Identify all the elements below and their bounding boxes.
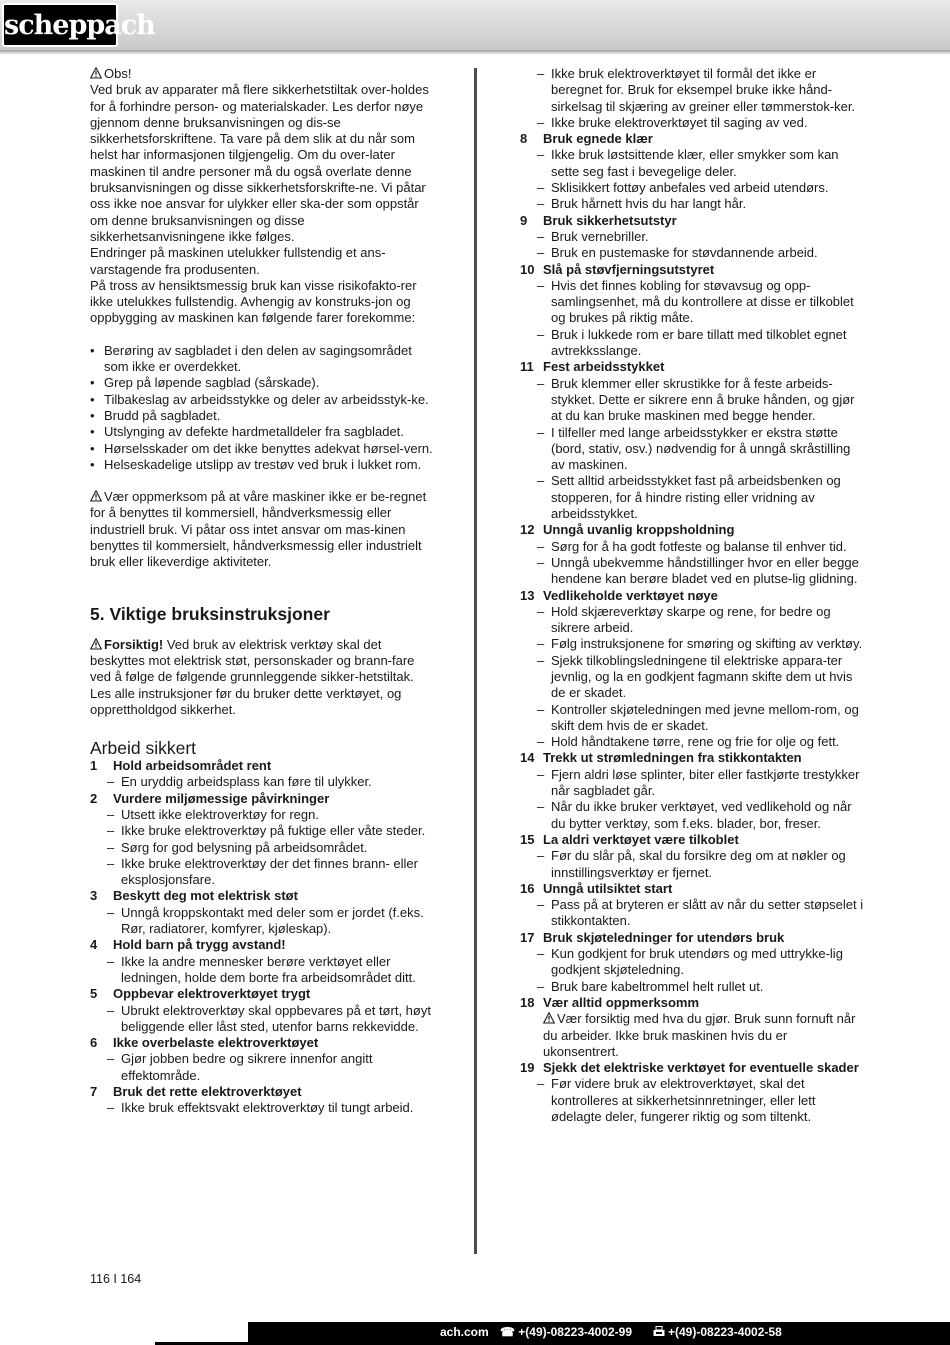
dash-marker: – <box>537 1076 545 1092</box>
sub-item <box>90 856 435 889</box>
sub-item-text: Sett alltid arbeidsstykket fast på arbeidsbenken og stopperen, for å hindre risting eller vridning av arbeidsstykket. <box>551 473 841 522</box>
sub-item-text: Hold håndtakene tørre, rene og frie for olje og fett. <box>551 734 840 750</box>
sub-item <box>520 555 865 588</box>
changes-paragraph: Endringer på maskinen utelukker fullstendig et ans-varstagende fra produsenten. <box>90 245 386 277</box>
sub-item-text: Ikke bruke elektroverktøy på fuktige eller våte steder. <box>121 823 426 839</box>
footer-white-block <box>155 1322 248 1342</box>
sub-item <box>520 66 865 115</box>
sub-item-text: Bruk klemmer eller skrustikke for å feste arbeids-stykket. Dette er sikrere enn å bruke hånden, og gjør at du kan bruke maskinen med begge hender. <box>551 375 855 424</box>
dash-marker: – <box>107 1100 115 1116</box>
sub-item <box>520 376 865 425</box>
warning-icon <box>90 67 102 79</box>
sub-item-text: Når du ikke bruker verktøyet, ved vedlikehold og når du bytter verktøy, som f.eks. blader, bor, freser. <box>551 799 852 831</box>
caution-paragraph <box>90 637 435 718</box>
instruction-title: Hold arbeidsområdet rent <box>113 758 272 774</box>
sub-item-text: Unngå ubekvemme håndstillinger hvor en eller begge hendene kan berøre bladet ved en plutse-lig glidning. <box>551 554 859 587</box>
sub-item-text: Følg instruksjonene for smøring og skifting av verktøy. <box>551 636 863 652</box>
instruction-number: 4 <box>90 937 98 953</box>
sub-item <box>520 147 865 180</box>
sub-item-text: Hold skjæreverktøy skarpe og rene, for bedre og sikrere arbeid. <box>551 603 831 636</box>
list-item: • Helseskadelige utslipp av trestøv ved bruk i lukket rom. <box>90 457 435 473</box>
hazard-list <box>90 343 435 473</box>
instruction-number: 8 <box>520 131 528 147</box>
warning-icon <box>90 490 102 502</box>
sub-item <box>520 734 865 750</box>
sub-item <box>520 115 865 131</box>
instruction-title: Bruk sikkerhetsutstyr <box>543 212 677 228</box>
sub-item <box>520 196 865 212</box>
sub-item-text: En uryddig arbeidsplass kan føre til ulykker. <box>121 774 372 790</box>
sub-item-text: Sørg for god belysning på arbeidsområdet. <box>121 839 368 855</box>
sub-item <box>520 653 865 702</box>
sub-item <box>520 278 865 327</box>
list-item: • Brudd på sagbladet. <box>90 408 435 424</box>
dash-marker: – <box>537 196 545 212</box>
page-header <box>0 0 950 50</box>
instruction-heading <box>520 1060 865 1076</box>
sub-item-text: Før videre bruk av elektroverktøyet, skal det kontrolleres at sikkerhetsinnretninger, eller lett ødelagte deler, fungerer riktig og som tiltenkt. <box>551 1076 816 1124</box>
dash-marker: – <box>537 848 545 864</box>
note-text: Vær forsiktig med hva du gjør. Bruk sunn fornuft når du arbeider. Ikke bruk maskinen hvis du er ukonsentrert. <box>543 1011 856 1059</box>
sub-item-text: Sklisikkert fottøy anbefales ved arbeid utendørs. <box>551 180 829 196</box>
dash-marker: – <box>537 636 545 652</box>
instruction-title: Bruk egnede klær <box>543 131 653 147</box>
dash-marker: – <box>107 953 115 969</box>
sub-item <box>90 1003 435 1036</box>
dash-marker: – <box>537 424 545 440</box>
sub-item <box>520 473 865 522</box>
instruction-heading <box>90 888 435 904</box>
sub-item-text: Ubrukt elektroverktøy skal oppbevares på et tørt, høyt beliggende eller låst sted, utenfor barns rekkevidde. <box>121 1002 431 1034</box>
sub-item-text: Ikke bruk elektroverktøyet til formål det ikke er beregnet for. Bruk for eksempel bruke ikke hånd-sirkelsag til skjæring av greiner eller tømmerstok-ker. <box>551 66 856 114</box>
instruction-heading <box>520 213 865 229</box>
sub-item <box>520 979 865 995</box>
instruction-title: Oppbevar elektroverktøyet trygt <box>113 986 311 1002</box>
footer-phone: ☎ +(49)-08223-4002-99 <box>500 1325 633 1339</box>
instruction-heading <box>520 131 865 147</box>
obs-label: Obs! <box>104 66 132 81</box>
fax-icon <box>653 1326 665 1337</box>
dash-marker: – <box>537 375 545 391</box>
instruction-number: 13 <box>520 587 535 603</box>
dash-marker: – <box>537 228 545 244</box>
arbeid-sikkert-title: Arbeid sikkert <box>90 738 197 759</box>
instruction-heading <box>520 750 865 766</box>
sub-item <box>520 799 865 832</box>
instruction-number: 5 <box>90 986 98 1002</box>
commercial-text: Vær oppmerksom på at våre maskiner ikke er be-regnet for å benyttes til kommersiell, håndverksmessig eller industriell bruk. Vi påtar oss intet ansvar om mas-kinen benyttes til kommersielt, håndverksmessig eller industrielt bruk eller likeverdige aktiviteter. <box>90 489 427 570</box>
sub-item-text: Ikke bruke elektroverktøyet til saging av ved. <box>551 114 808 130</box>
instruction-heading <box>90 986 435 1002</box>
instruction-heading <box>520 522 865 538</box>
list-item: • Tilbakeslag av arbeidsstykke og deler av arbeidsstyk-ke. <box>90 392 435 408</box>
instruction-number: 9 <box>520 212 528 228</box>
list-item: • Hørselsskader om det ikke benyttes adekvat hørsel-vern. <box>90 441 435 457</box>
column-divider <box>474 68 477 1254</box>
footer-website: ach.com <box>440 1325 489 1339</box>
instruction-heading <box>90 791 435 807</box>
instruction-number: 14 <box>520 750 535 766</box>
sub-item-text: Bruk en pustemaske for støvdannende arbeid. <box>551 245 818 261</box>
dash-marker: – <box>537 114 545 130</box>
instruction-title: Bruk skjøteledninger for utendørs bruk <box>543 929 785 945</box>
footer-fax <box>653 1325 782 1339</box>
dash-marker: – <box>537 473 545 489</box>
dash-marker: – <box>537 603 545 619</box>
instruction-title: Bruk det rette elektroverktøyet <box>113 1084 302 1100</box>
logo-text: scheppach <box>4 10 155 41</box>
dash-marker: – <box>537 701 545 717</box>
sub-item <box>90 840 435 856</box>
instruction-number: 2 <box>90 790 98 806</box>
sub-item <box>90 954 435 987</box>
instruction-heading <box>90 758 435 774</box>
instruction-title: Vedlikeholde verktøyet nøye <box>543 587 718 603</box>
dash-marker: – <box>537 946 545 962</box>
sub-item <box>520 245 865 261</box>
instruction-number: 7 <box>90 1084 98 1100</box>
instruction-heading <box>90 937 435 953</box>
continued-items <box>520 66 865 131</box>
instruction-title: Fest arbeidsstykket <box>543 359 665 375</box>
dash-marker: – <box>537 147 545 163</box>
instruction-number: 11 <box>520 359 534 375</box>
sub-item-text: I tilfeller med lange arbeidsstykker er ekstra støtte (bord, stativ, osv.) nødvendig for å unngå skråstilling av maskinen. <box>551 424 851 473</box>
instruction-heading <box>520 995 865 1011</box>
sub-item-text: Sjekk tilkoblingsledningene til elektriske appara-ter jevnlig, og la en godkjent fagmann skifte dem ut hvis de er skadet. <box>551 652 853 701</box>
instruction-number: 3 <box>90 888 98 904</box>
instruction-heading <box>520 359 865 375</box>
left-instruction-list <box>90 758 435 1117</box>
right-instruction-list <box>520 131 865 1125</box>
sub-item-text: Bruk vernebriller. <box>551 228 649 244</box>
dash-marker: – <box>107 1051 115 1067</box>
sub-item-text: Kontroller skjøteledningen med jevne mellom-rom, og skift dem hvis de er skadet. <box>551 701 859 733</box>
sub-item-text: Fjern aldri løse splinter, biter eller fastkjørte trestykker når sagbladet går. <box>551 766 860 799</box>
dash-marker: – <box>107 904 115 920</box>
sub-item-text: Sørg for å ha godt fotfeste og balanse til enhver tid. <box>551 538 847 554</box>
instruction-title: Vurdere miljømessige påvirkninger <box>113 790 330 806</box>
sub-item <box>520 946 865 979</box>
instruction-number: 12 <box>520 522 535 538</box>
instruction-title: Hold barn på trygg avstand! <box>113 937 286 953</box>
sub-item <box>520 897 865 930</box>
sub-item-text: Før du slår på, skal du forsikre deg om at nøkler og innstillingsverktøy er fjernet. <box>551 848 846 880</box>
dash-marker: – <box>107 855 115 871</box>
instruction-heading <box>520 262 865 278</box>
instruction-heading <box>90 1084 435 1100</box>
list-item: • Berøring av sagbladet i den delen av sagingsområdet som ikke er overdekket. <box>90 343 435 376</box>
commercial-paragraph <box>90 489 435 570</box>
section-title: 5. Viktige bruksinstruksjoner <box>90 603 330 624</box>
page-number: 116 I 164 <box>90 1272 142 1286</box>
sub-item-text: Ikke la andre mennesker berøre verktøyet eller ledningen, holde dem borte fra arbeidsområdet ditt. <box>121 953 416 985</box>
dash-marker: – <box>537 897 545 913</box>
dash-marker: – <box>537 799 545 815</box>
sub-item-text: Ikke bruk løstsittende klær, eller smykker som kan sette seg fast i bevegelige deler. <box>551 147 839 179</box>
instruction-number: 16 <box>520 880 535 896</box>
instruction-number: 10 <box>520 261 535 277</box>
instruction-number: 17 <box>520 929 535 945</box>
right-column <box>520 66 865 1125</box>
dash-marker: – <box>537 978 545 994</box>
dash-marker: – <box>537 766 545 782</box>
dash-marker: – <box>107 806 115 822</box>
dash-marker: – <box>537 277 545 293</box>
instruction-title: Trekk ut strømledningen fra stikkontakten <box>543 750 802 766</box>
sub-item <box>90 774 435 790</box>
sub-item-text: Bruk i lukkede rom er bare tillatt med tilkoblet egnet avtrekksslange. <box>551 326 847 359</box>
list-item: • Grep på løpende sagblad (sårskade). <box>90 375 435 391</box>
sub-item-text: Kun godkjent for bruk utendørs og med uttrykke-lig godkjent skjøteledning. <box>551 946 843 978</box>
dash-marker: – <box>537 66 545 81</box>
sub-item-text: Bruk hårnett hvis du har langt hår. <box>551 196 747 212</box>
sub-item <box>520 636 865 652</box>
dash-marker: – <box>537 326 545 342</box>
sub-item-text: Pass på at bryteren er slått av når du setter støpselet i stikkontakten. <box>551 897 864 929</box>
sub-item <box>520 1076 865 1125</box>
instruction-heading <box>520 588 865 604</box>
sub-item <box>90 823 435 839</box>
dash-marker: – <box>537 180 545 196</box>
caution-text: Ved bruk av elektrisk verktøy skal det beskyttes mot elektrisk støt, personskader og brann-fare ved å følge de følgende grunnleggende sikker-hetstiltak. Les alle instruksjoner før du bruker dette verktøyet, og opprettholdgod sikkerhet. <box>90 636 415 717</box>
instruction-number: 19 <box>520 1060 535 1076</box>
instruction-title: Unngå uvanlig kroppsholdning <box>543 522 735 538</box>
sub-item-text: Hvis det finnes kobling for støvavsug og opp-samlingsenhet, må du kontrollere at disse er tilkoblet og brukes på riktig måte. <box>551 277 854 326</box>
brand-logo <box>2 3 155 47</box>
sub-item-text: Ikke bruke elektroverktøy der det finnes brann- eller eksplosjonsfare. <box>121 855 418 888</box>
sub-item <box>90 807 435 823</box>
dash-marker: – <box>537 652 545 668</box>
sub-item-text: Unngå kroppskontakt med deler som er jordet (f.eks. Rør, radiatorer, komfyrer, kjøleskap). <box>121 904 424 937</box>
footer-white-block <box>0 1322 155 1345</box>
instruction-title: Unngå utilsiktet start <box>543 880 673 896</box>
dash-marker: – <box>537 245 545 261</box>
sub-item <box>520 180 865 196</box>
list-item: • Utslynging av defekte hardmetalldeler fra sagbladet. <box>90 424 435 440</box>
sub-item <box>520 425 865 474</box>
risk-paragraph: På tross av hensiktsmessig bruk kan visse risikofakto-rer ikke utelukkes fullstendig. Avhengig av konstruks-jon og oppbygging av maskinen kan følgende farer forekomme: <box>90 277 417 326</box>
sub-item <box>520 848 865 881</box>
instruction-title: Slå på støvfjerningsutstyret <box>543 261 715 277</box>
sub-item-text: Ikke bruk effektsvakt elektroverktøy til tungt arbeid. <box>121 1100 414 1116</box>
sub-item <box>520 767 865 800</box>
caution-label: Forsiktig! <box>104 636 164 652</box>
sub-item <box>520 327 865 360</box>
instruction-number: 18 <box>520 994 535 1010</box>
dash-marker: – <box>537 734 545 750</box>
instruction-number: 15 <box>520 831 535 847</box>
intro-paragraph: Ved bruk av apparater må flere sikkerhetstiltak over-holdes for å forhindre person- og materialskader. Les derfor nøye gjennom denne bruksanvisningen og dis-se sikkerhetsforskriftene. Ta vare på dem slik at du når som helst har informasjonen tilgjengelig. Om du over-later maskinen til andre personer må du også overlate denne bruksanvisningen og disse sikkerhetsforskrifte-ne. Vi påtar oss ikke noe ansvar for ulykker eller ska-der som oppstår om denne bruksanvisningen og disse sikkerhetsanvisningene ikke følges. <box>90 82 429 244</box>
header-shadow <box>0 50 950 55</box>
sub-item <box>90 1051 435 1084</box>
footer-fax-number: +(49)-08223-4002-58 <box>668 1325 782 1339</box>
instruction-title: Ikke overbelaste elektroverktøyet <box>113 1035 319 1051</box>
warning-icon <box>543 1012 555 1024</box>
instruction-number: 1 <box>90 758 98 774</box>
instruction-heading <box>90 1035 435 1051</box>
sub-item <box>520 702 865 735</box>
dash-marker: – <box>107 1002 115 1018</box>
warning-icon <box>90 638 102 650</box>
instruction-title: La aldri verktøyet være tilkoblet <box>543 831 739 847</box>
instruction-title: Beskytt deg mot elektrisk støt <box>113 888 298 904</box>
instruction-title: Sjekk det elektriske verktøyet for eventuelle skader <box>543 1060 859 1076</box>
instruction-number: 6 <box>90 1035 98 1051</box>
sub-item-text: Bruk bare kabeltrommel helt rullet ut. <box>551 978 764 994</box>
instruction-note <box>520 1011 865 1060</box>
sub-item-text: Utsett ikke elektroverktøy for regn. <box>121 806 319 822</box>
dash-marker: – <box>107 823 115 839</box>
left-column <box>90 66 435 1117</box>
sub-item <box>520 539 865 555</box>
instruction-title: Vær alltid oppmerksomm <box>543 994 700 1010</box>
sub-item-text: Gjør jobben bedre og sikrere innenfor angitt effektområde. <box>121 1051 373 1083</box>
sub-item <box>520 229 865 245</box>
instruction-heading <box>520 832 865 848</box>
dash-marker: – <box>107 839 115 855</box>
dash-marker: – <box>537 554 545 570</box>
sub-item <box>90 1100 435 1116</box>
page-footer <box>0 1322 950 1345</box>
dash-marker: – <box>537 538 545 554</box>
dash-marker: – <box>107 774 115 790</box>
instruction-heading <box>520 881 865 897</box>
obs-line <box>90 66 435 82</box>
sub-item <box>90 905 435 938</box>
instruction-heading <box>520 930 865 946</box>
sub-item <box>520 604 865 637</box>
